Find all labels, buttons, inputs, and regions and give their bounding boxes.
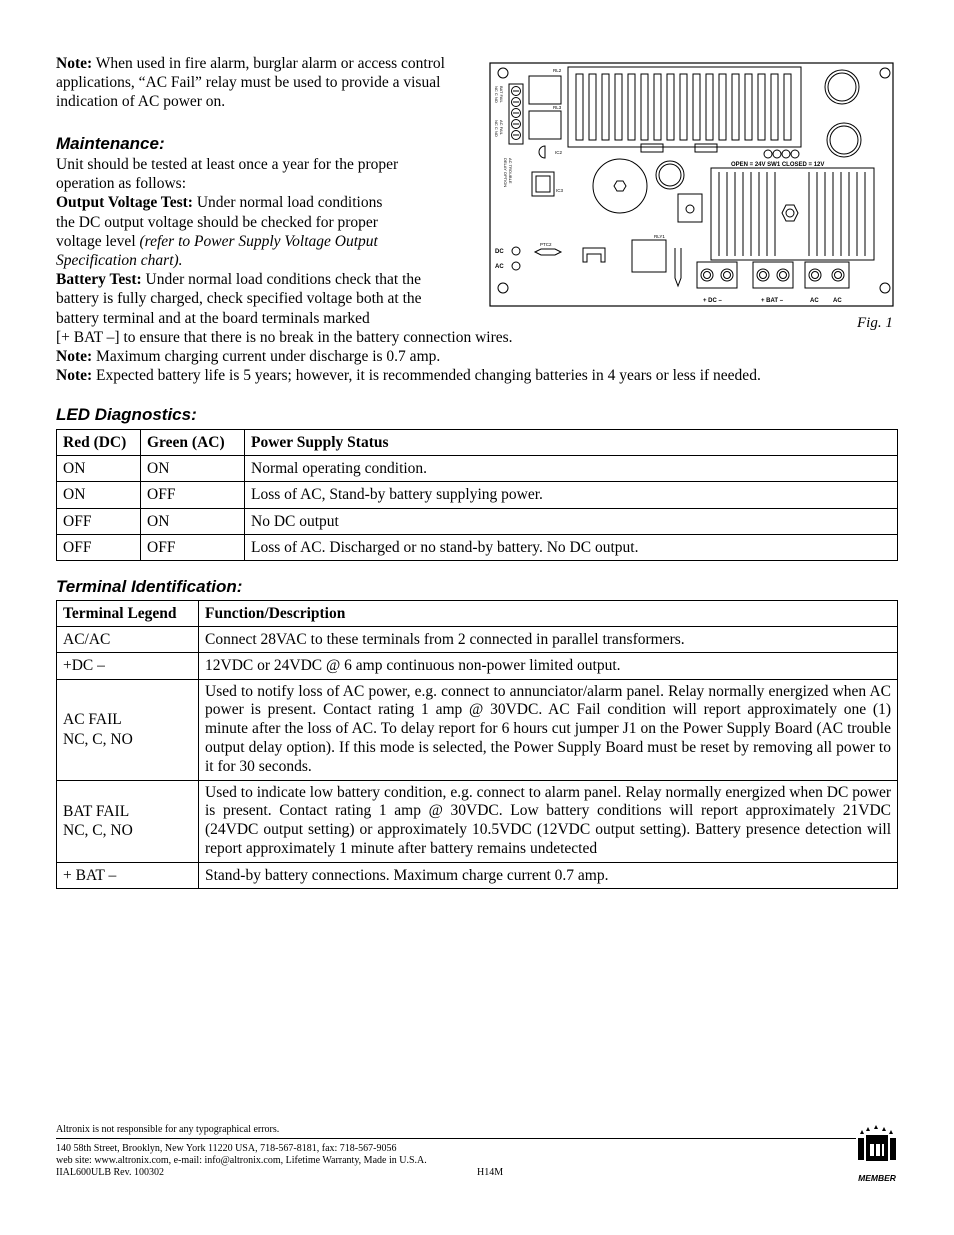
bat-fail-pins: NC C NO: [494, 86, 499, 103]
sw1-label: OPEN = 24V SW1 CLOSED = 12V: [731, 162, 825, 168]
column-header: Green (AC): [141, 430, 245, 456]
led-diagnostics-heading: LED Diagnostics:: [56, 405, 197, 424]
column-header: Function/Description: [199, 601, 898, 627]
terminal-table: [56, 600, 898, 889]
battery-test-line: battery is fully charged, check specified voltage both at the: [56, 290, 422, 308]
member-logo-graphic: [854, 1124, 900, 1168]
ac-terminal-label-1: AC: [810, 298, 819, 304]
ovt-line: Under normal load conditions: [192, 194, 383, 212]
table-row: [57, 653, 898, 679]
intro-note: [56, 54, 486, 112]
terminal-legend-cell: [57, 679, 199, 780]
function-description-cell: Used to notify loss of AC power, e.g. connect to annunciator/alarm panel. Relay normally energized when AC power is present. Contact rating 1 amp @ 30VDC. AC Fail condition will report approximately one (1) minute after the loss of AC. To delay report for 6 hours cut jumper J1 on the Power Supply Board (AC trouble output delay option). If this mode is selected, the Power Supply Board must be reset by removing all power to it for 30 seconds.: [199, 679, 898, 780]
figure-caption: Fig. 1: [857, 315, 893, 331]
note-text: Expected battery life is 5 years; however, it is recommended changing batteries in 4 years or less if needed.: [92, 367, 761, 385]
green-ac-cell: OFF: [141, 482, 245, 508]
ovt-line: the DC output voltage should be checked for proper: [56, 213, 378, 231]
note-label: Note:: [56, 367, 93, 385]
web-contact: web site: www.altronix.com, e-mail: info@altronix.com, Lifetime Warranty, Made in U.S.A.: [56, 1155, 427, 1166]
bat-fail-label: BAT FAIL: [499, 86, 504, 103]
terminal-legend-cell: [57, 780, 199, 862]
green-ac-cell: ON: [141, 456, 245, 482]
red-dc-cell: ON: [57, 456, 141, 482]
table-row: [57, 456, 898, 482]
table-row: [57, 508, 898, 534]
doc-id: IIAL600ULB Rev. 100302: [56, 1167, 164, 1178]
relay-rl2-label: RL2: [553, 68, 562, 73]
led-table: [56, 429, 898, 561]
ovt-line: voltage level: [56, 232, 140, 250]
table-row: [57, 482, 898, 508]
ac-terminal-label-2: AC: [833, 298, 842, 304]
board-diagram: [489, 62, 895, 308]
delay-option-label: DELAY OPTION: [503, 158, 508, 188]
battery-test-line: Under normal load conditions check that the: [141, 271, 422, 289]
status-cell: Loss of AC. Discharged or no stand-by battery. No DC output.: [245, 534, 898, 560]
note-text: Maximum charging current under discharge is 0.7 amp.: [92, 348, 441, 366]
table-row: [57, 679, 898, 780]
battery-test-line: battery terminal and at the board terminals marked: [56, 309, 370, 327]
relay-rly1-label: RLY1: [654, 234, 665, 239]
green-ac-cell: ON: [141, 508, 245, 534]
maintenance-line: Unit should be tested at least once a year for the proper: [56, 156, 399, 173]
red-dc-cell: OFF: [57, 508, 141, 534]
terminal-identification-heading: Terminal Identification:: [56, 577, 243, 596]
status-cell: Normal operating condition.: [245, 456, 898, 482]
ac-led-label: AC: [495, 264, 504, 270]
column-header: Power Supply Status: [245, 430, 898, 456]
note-label: Note:: [56, 348, 93, 366]
member-logo: [854, 1124, 900, 1184]
heatsink-nut: [782, 205, 798, 221]
table-row: [57, 627, 898, 653]
terminal-legend-cell: AC/AC: [57, 627, 199, 653]
column-header: Red (DC): [57, 430, 141, 456]
terminal-legend-line: AC FAIL: [63, 711, 122, 729]
green-ac-cell: OFF: [141, 534, 245, 560]
column-header: Terminal Legend: [57, 601, 199, 627]
ac-fail-pins: NC C NO: [494, 120, 499, 137]
terminal-legend-line: BAT FAIL: [63, 802, 130, 820]
ac-fail-label: AC FAIL: [499, 120, 504, 135]
note-line: applications, “AC Fail” relay must be used to provide a visual: [56, 74, 441, 92]
terminal-legend-cell: +DC –: [57, 653, 199, 679]
terminal-legend-line: NC, C, NO: [63, 730, 133, 748]
ic2-label: IC2: [555, 150, 563, 155]
dc-terminal-label: + DC –: [703, 298, 722, 304]
footer-rule: [56, 1138, 856, 1139]
red-dc-cell: ON: [57, 482, 141, 508]
member-logo-text: MEMBER: [858, 1173, 896, 1184]
table-header-row: [57, 430, 898, 456]
function-description-cell: Used to indicate low battery condition, e.g. connect to alarm panel. Relay normally energized when DC power is present. Contact rating 1 amp @ 30VDC. Low battery conditions will report approximately 21VDC (24VDC output setting) or approximately 10.5VDC (12VDC output setting). Battery presence detection will report approximately 1 minute after battery remains undetected: [199, 780, 898, 862]
function-description-cell: 12VDC or 24VDC @ 6 amp continuous non-power limited output.: [199, 653, 898, 679]
battery-test-line: [+ BAT –] to ensure that there is no break in the battery connection wires.: [56, 328, 513, 346]
maintenance-heading: Maintenance:: [56, 134, 165, 153]
note-label: Note:: [56, 55, 93, 72]
table-row: [57, 862, 898, 888]
note-line: When used in fire alarm, burglar alarm or access control: [92, 55, 445, 72]
ac-trouble-label: AC TROUBLE: [508, 158, 513, 184]
function-description-cell: Connect 28VAC to these terminals from 2 connected in parallel transformers.: [199, 627, 898, 653]
dc-led-label: DC: [495, 249, 504, 255]
battery-test-label: Battery Test:: [56, 271, 142, 289]
red-dc-cell: OFF: [57, 534, 141, 560]
doc-code: H14M: [477, 1167, 504, 1178]
status-cell: Loss of AC, Stand-by battery supplying power.: [245, 482, 898, 508]
table-header-row: [57, 601, 898, 627]
ovt-reference: Specification chart).: [56, 252, 183, 270]
disclaimer: Altronix is not responsible for any typographical errors.: [56, 1124, 280, 1135]
status-cell: No DC output: [245, 508, 898, 534]
maintenance-line: operation as follows:: [56, 175, 187, 193]
ovt-reference: (refer to Power Supply Voltage Output: [139, 232, 378, 250]
note-line: indication of AC power on.: [56, 93, 226, 111]
bat-terminal-label: + BAT –: [761, 298, 784, 304]
table-row: [57, 780, 898, 862]
terminal-legend-cell: + BAT –: [57, 862, 199, 888]
ptc2-label: PTC2: [540, 242, 552, 247]
ovt-label: Output Voltage Test:: [56, 194, 193, 212]
function-description-cell: Stand-by battery connections. Maximum charge current 0.7 amp.: [199, 862, 898, 888]
relay-rl3-label: RL3: [553, 105, 562, 110]
table-row: [57, 534, 898, 560]
terminal-legend-line: NC, C, NO: [63, 822, 133, 840]
address: 140 58th Street, Brooklyn, New York 11220 USA, 718-567-8181, fax: 718-567-9056: [56, 1143, 397, 1154]
ic3-label: IC3: [556, 188, 564, 193]
